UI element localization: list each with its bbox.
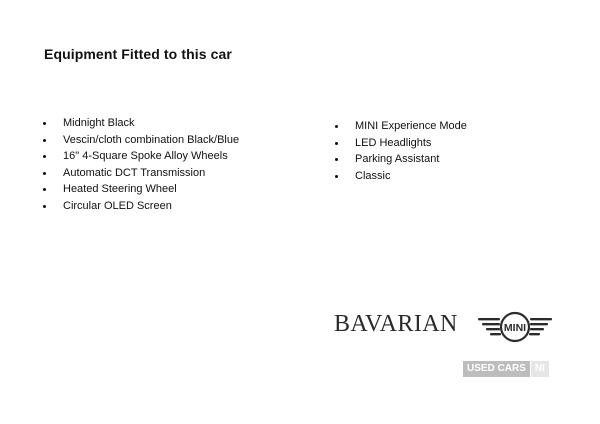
list-item: Parking Assistant bbox=[335, 151, 467, 168]
list-item: Midnight Black bbox=[43, 115, 239, 132]
list-item: Vescin/cloth combination Black/Blue bbox=[43, 132, 239, 149]
dealer-wordmark: BAVARIAN bbox=[334, 311, 458, 337]
list-item: Heated Steering Wheel bbox=[43, 181, 239, 198]
badge-primary: USED CARS bbox=[463, 361, 530, 377]
used-cars-badge bbox=[463, 361, 549, 377]
mini-logo-text: MINI bbox=[503, 322, 527, 334]
mini-wings-logo-icon bbox=[476, 310, 554, 344]
list-item: Circular OLED Screen bbox=[43, 198, 239, 215]
list-item: 16" 4-Square Spoke Alloy Wheels bbox=[43, 148, 239, 165]
page-title: Equipment Fitted to this car bbox=[44, 46, 232, 62]
list-item: LED Headlights bbox=[335, 135, 467, 152]
list-item: Automatic DCT Transmission bbox=[43, 165, 239, 182]
feature-list-right bbox=[335, 118, 467, 184]
list-item: Classic bbox=[335, 168, 467, 185]
feature-list-left bbox=[43, 115, 239, 215]
list-item: MINI Experience Mode bbox=[335, 118, 467, 135]
badge-secondary: NI bbox=[531, 361, 549, 377]
